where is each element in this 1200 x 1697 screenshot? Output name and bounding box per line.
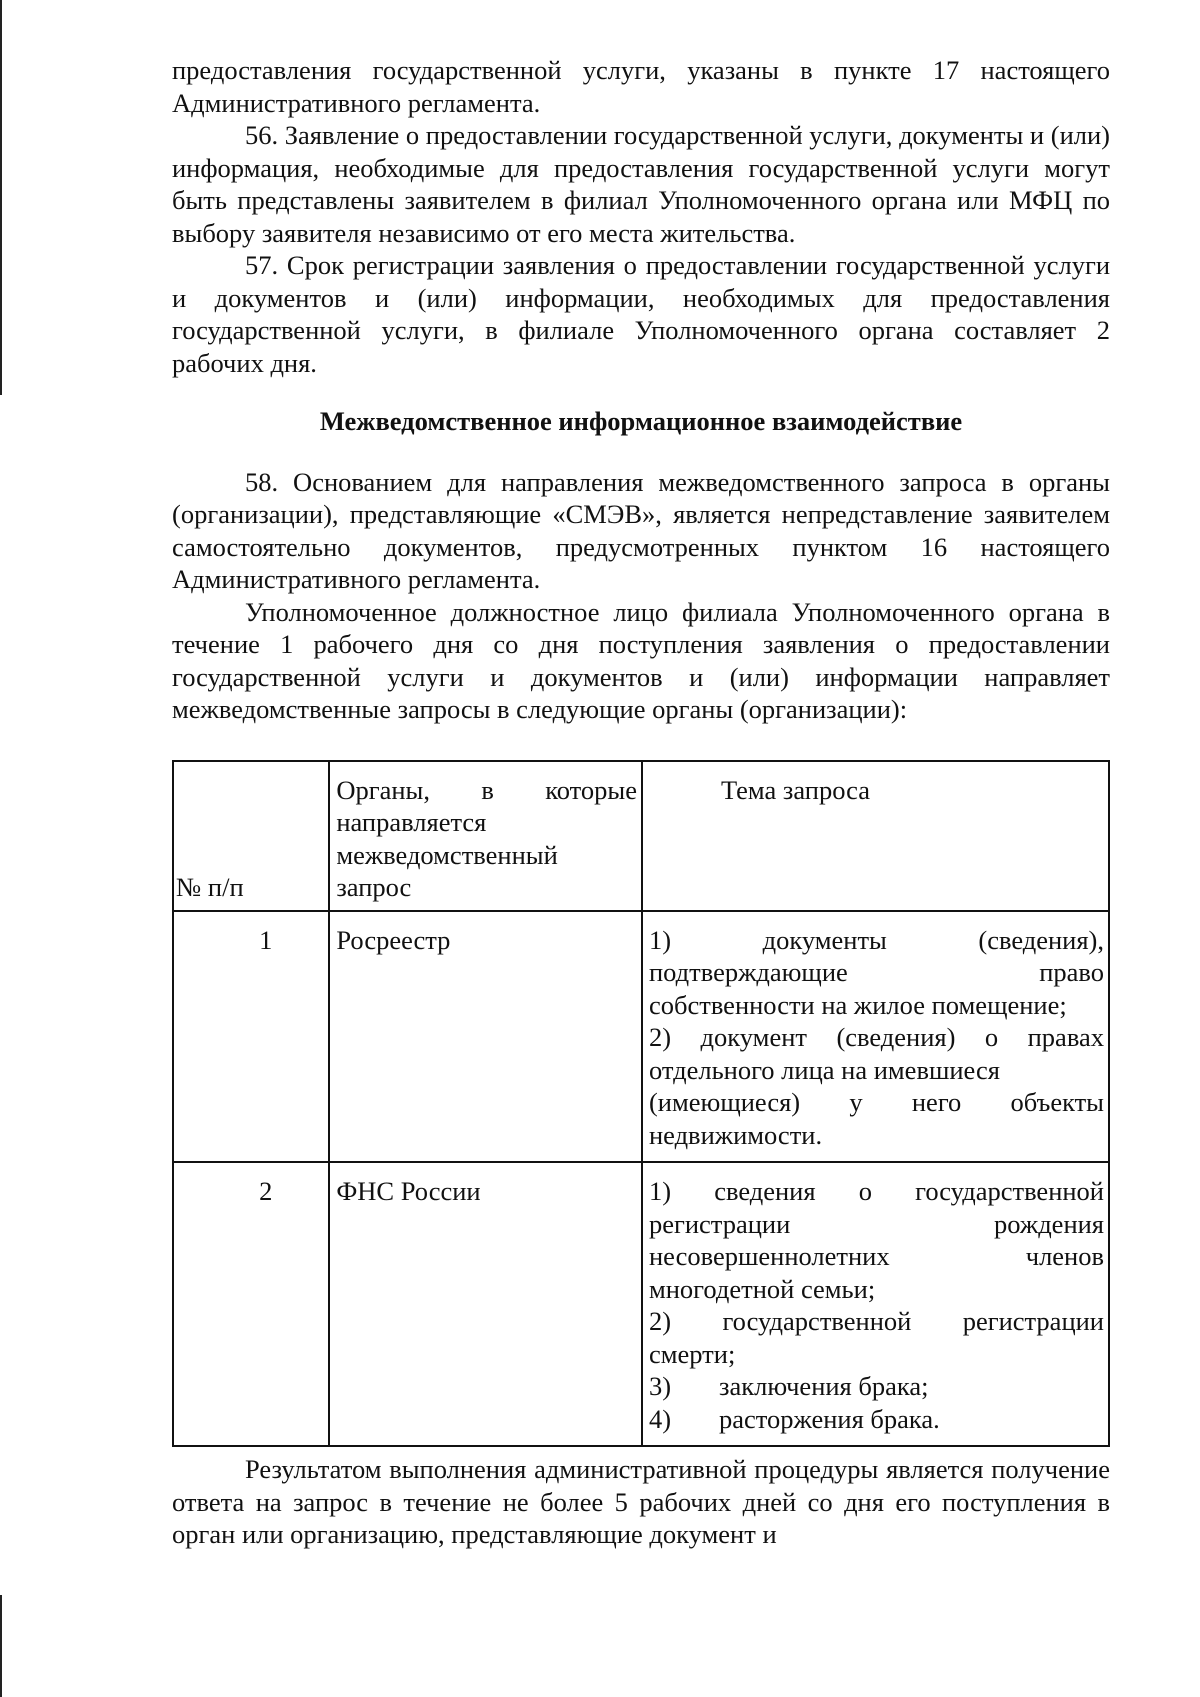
topic-line: 1) сведения о государственной [648, 1176, 1104, 1206]
topic-line: подтверждающие право [648, 957, 1104, 987]
paragraph-58: 58. Основанием для направления межведомственного запроса в органы (организации), представляющие «СМЭВ», является непредставление заявителем самостоятельно документов, предусмотренных пунктом 16 настоящего Административного регламента. [172, 466, 1110, 594]
header-number: № п/п [173, 761, 329, 911]
topic-line: несовершеннолетних членов [648, 1241, 1104, 1271]
row-topic [642, 911, 1109, 1163]
topic-line: 2) документ (сведения) о правах [648, 1022, 1104, 1052]
row-number: 1 [173, 911, 329, 1163]
topic-item-text: расторжения брака. [718, 1403, 940, 1434]
paragraph-continuation: предоставления государственной услуги, указаны в пункте 17 настоящего Административного регламента. [172, 55, 1110, 118]
table-row [173, 1162, 1109, 1446]
topic-item [649, 1403, 1104, 1436]
topic-line: 1) документы (сведения), [648, 924, 1104, 955]
paragraph-57: 57. Срок регистрации заявления о предоставлении государственной услуги и документов и (или) информации, необходимых для предоставления государственной услуги, в филиале Уполномоченного органа составляет 2 рабочих дня. [172, 250, 1110, 378]
topic-line: смерти; [648, 1338, 736, 1369]
scan-edge-line-top [0, 0, 2, 395]
topic-item-text: заключения брака; [718, 1371, 929, 1401]
topic-line: регистрации рождения [648, 1208, 1104, 1239]
paragraph-request-intro: Уполномоченное должностное лицо филиала Уполномоченного органа в течение 1 рабочего дня со дня поступления заявления о предоставлении государственной услуги и документов и (или) информации направляет межведомственные запросы в следующие органы (организации): [172, 596, 1110, 724]
header-request-topic: Тема запроса [642, 761, 1109, 911]
row-organization: Росреестр [329, 911, 642, 1163]
paragraph-56: 56. Заявление о предоставлении государственной услуги, документы и (или) информация, необходимые для предоставления государственной услуги могут быть представлены заявителем в филиал Уполномоченного органа или МФЦ по выбору заявителя независимо от его места жительства. [172, 120, 1110, 248]
topic-item [649, 1370, 1104, 1403]
scan-edge-line-bottom [0, 1595, 2, 1697]
topic-item-number: 3) [648, 1371, 672, 1401]
header-organizations: Органы, в которые направляется межведомственный запрос [329, 761, 642, 911]
topic-line: недвижимости. [648, 1119, 823, 1150]
topic-line: собственности на жилое помещение; [648, 989, 1067, 1020]
topic-line: 2) государственной регистрации [648, 1306, 1104, 1336]
paragraph-result: Результатом выполнения административной процедуры является получение ответа на запрос в течение не более 5 рабочих дней со дня его поступления в орган или организацию, представляющие документ и [172, 1454, 1110, 1549]
section-heading: Межведомственное информационное взаимодействие [319, 406, 963, 436]
interagency-request-table [172, 760, 1110, 1448]
topic-line: (имеющиеся) у него объекты [648, 1087, 1104, 1117]
document-page [172, 54, 1110, 1551]
row-topic [642, 1162, 1109, 1446]
topic-line: многодетной семьи; [648, 1273, 876, 1304]
topic-line: отдельного лица на имевшиеся [648, 1054, 1000, 1085]
table-header-row [173, 761, 1109, 911]
topic-item-number: 4) [648, 1403, 672, 1434]
table-row [173, 911, 1109, 1163]
row-organization: ФНС России [329, 1162, 642, 1446]
row-number: 2 [173, 1162, 329, 1446]
